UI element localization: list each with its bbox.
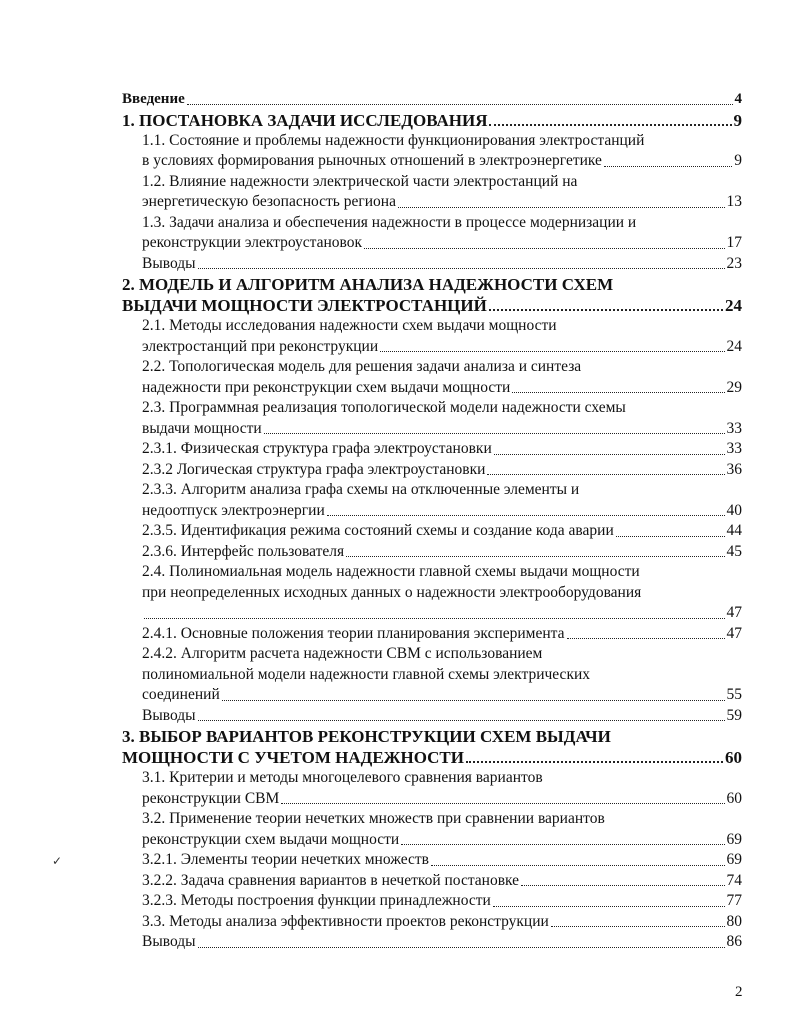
toc-entry-line: 3.1. Критерии и методы многоцелевого сравнения вариантов	[142, 769, 543, 786]
toc-entry-title: Выводы	[142, 254, 196, 272]
dot-leader	[494, 454, 725, 455]
toc-entry	[122, 542, 742, 563]
toc-entry-line: 1.1. Состояние и проблемы надежности функционирования электростанций	[142, 131, 645, 149]
toc-entry-title: 3.2.3. Методы построения функции принадлежности	[142, 892, 491, 909]
toc-page-number: 59	[726, 706, 742, 724]
toc-entry-title: надежности при реконструкции схем выдачи мощности	[142, 378, 511, 396]
toc-entry-title: Введение	[122, 91, 185, 107]
toc-entry	[122, 912, 742, 933]
dot-leader	[281, 803, 724, 804]
toc-page-number: 69	[726, 830, 742, 848]
toc-entry-line: 2.4.2. Алгоритм расчета надежности СВМ с использованием	[142, 645, 543, 662]
toc-page-number: 40	[726, 501, 742, 519]
toc-page-number: 47	[726, 624, 742, 642]
toc-page-number: 60	[725, 748, 742, 767]
toc-entry-line: полиномиальной модели надежности главной схемы электрических	[142, 665, 591, 683]
toc-entry	[122, 644, 742, 706]
toc-entry-title: 3.3. Методы анализа эффективности проектов реконструкции	[142, 912, 549, 930]
toc-entry-line: 3. ВЫБОР ВАРИАНТОВ РЕКОНСТРУКЦИИ СХЕМ ВЫДАЧИ	[122, 727, 611, 746]
dot-leader	[489, 124, 731, 126]
toc-entry-line: 2. МОДЕЛЬ И АЛГОРИТМ АНАЛИЗА НАДЕЖНОСТИ СХЕМ	[122, 275, 614, 294]
toc-entry	[122, 460, 742, 481]
table-of-contents	[122, 89, 742, 953]
toc-chapter	[122, 726, 742, 768]
dot-leader	[401, 844, 724, 845]
toc-entry-title: реконструкции схем выдачи мощности	[142, 830, 400, 848]
toc-entry-title: 2.4.1. Основные положения теории планирования эксперимента	[142, 624, 565, 642]
dot-leader	[346, 556, 724, 557]
toc-entry-line: 1.2. Влияние надежности электрической части электростанций на	[142, 172, 578, 190]
toc-entry	[122, 809, 742, 850]
dot-leader	[521, 885, 724, 886]
toc-entry-title: Выводы	[142, 933, 196, 950]
dot-leader	[487, 474, 724, 475]
toc-entry	[122, 213, 742, 254]
toc-entry-line: 3.2. Применение теории нечетких множеств при сравнении вариантов	[142, 810, 605, 827]
toc-entry-line: 2.1. Методы исследования надежности схем выдачи мощности	[142, 317, 557, 334]
toc-entry	[122, 521, 742, 542]
toc-page-number: 13	[726, 193, 742, 210]
toc-entry	[122, 932, 742, 953]
toc-entry	[122, 398, 742, 439]
toc-entry-title: 3.2.2. Задача сравнения вариантов в нечеткой постановке	[142, 871, 520, 889]
toc-entry-title: МОЩНОСТИ С УЧЕТОМ НАДЕЖНОСТИ	[122, 748, 464, 767]
toc-entry-title: ВЫДАЧИ МОЩНОСТИ ЭЛЕКТРОСТАНЦИЙ	[122, 296, 487, 315]
dot-leader	[398, 207, 725, 208]
toc-entry-title: 3.2.1. Элементы теории нечетких множеств	[142, 851, 429, 868]
dot-leader	[327, 515, 725, 516]
toc-page-number: 36	[726, 460, 742, 478]
toc-chapter	[122, 110, 742, 131]
dot-leader	[198, 268, 725, 269]
toc-entry-line: при неопределенных исходных данных о надежности электрооборудования	[142, 583, 642, 601]
toc-page-number: 33	[726, 419, 742, 437]
toc-entry-title: 2.3.2 Логическая структура графа электроустановки	[142, 460, 486, 478]
toc-page-number: 55	[726, 686, 742, 703]
toc-entry-line: 2.4. Полиномиальная модель надежности главной схемы выдачи мощности	[142, 563, 640, 580]
toc-page-number: 80	[726, 912, 742, 930]
toc-entry-title: в условиях формирования рыночных отношений в электроэнергетике	[142, 152, 602, 169]
toc-entry-title: 2.3.1. Физическая структура графа электроустановки	[142, 440, 492, 457]
dot-leader	[264, 433, 725, 434]
dot-leader	[551, 926, 725, 927]
dot-leader	[431, 865, 725, 866]
toc-entry	[122, 131, 742, 172]
page-number: 2	[735, 984, 743, 1000]
toc-entry-title: недоотпуск электроэнергии	[142, 501, 325, 519]
dot-leader	[489, 309, 723, 311]
toc-page-number: 86	[726, 933, 742, 950]
toc-page-number: 60	[726, 789, 742, 807]
dot-leader	[198, 720, 725, 721]
toc-entry-line: 2.3. Программная реализация топологической модели надежности схемы	[142, 399, 626, 416]
dot-leader	[380, 351, 724, 352]
toc-entry	[122, 316, 742, 357]
toc-entry-title: реконструкции электроустановок	[142, 234, 363, 251]
dot-leader	[144, 618, 725, 619]
toc-page-number: 44	[726, 522, 742, 539]
dot-leader	[493, 906, 725, 907]
toc-page-number: 29	[726, 378, 742, 396]
toc-page-number: 24	[726, 337, 742, 355]
toc-entry-title: электростанций при реконструкции	[142, 337, 379, 355]
toc-chapter	[122, 274, 742, 316]
toc-entry	[122, 254, 742, 275]
toc-entry	[122, 891, 742, 912]
toc-entry	[122, 562, 742, 624]
toc-page-number: 23	[726, 254, 742, 272]
toc-entry-title: Выводы	[142, 706, 196, 724]
toc-entry-title: выдачи мощности	[142, 419, 262, 437]
margin-mark: ✓	[52, 854, 63, 868]
toc-page-number: 77	[726, 892, 742, 909]
toc-page-number: 24	[725, 296, 742, 315]
toc-entry	[122, 172, 742, 213]
toc-entry-title: 1. ПОСТАНОВКА ЗАДАЧИ ИССЛЕДОВАНИЯ	[122, 110, 488, 130]
toc-entry	[122, 624, 742, 645]
dot-leader	[222, 700, 725, 701]
toc-entry-title: 2.3.5. Идентификация режима состояний схемы и создание кода аварии	[142, 522, 614, 539]
toc-entry-title: 2.3.6. Интерфейс пользователя	[142, 542, 345, 560]
toc-entry	[122, 706, 742, 727]
dot-leader	[616, 536, 725, 537]
toc-entry-line: 2.2. Топологическая модель для решения задачи анализа и синтеза	[142, 358, 582, 375]
toc-entry	[122, 850, 742, 871]
toc-entry	[122, 768, 742, 809]
toc-entry-line: 1.3. Задачи анализа и обеспечения надежности в процессе модернизации и	[142, 213, 637, 231]
toc-page-number: 33	[726, 440, 742, 457]
toc-entry	[122, 871, 742, 892]
toc-entry-line: 2.3.3. Алгоритм анализа графа схемы на отключенные элементы и	[142, 481, 580, 498]
dot-leader	[466, 761, 723, 763]
toc-entry-title: энергетическую безопасность региона	[142, 193, 396, 210]
toc-page-number: 74	[726, 871, 742, 889]
toc-entry	[122, 357, 742, 398]
toc-entry-title: реконструкции СВМ	[142, 789, 280, 807]
toc-page-number: 9	[733, 110, 742, 130]
dot-leader	[198, 947, 725, 948]
toc-entry-title: соединений	[142, 686, 220, 703]
toc-page-number: 45	[726, 542, 742, 560]
dot-leader	[187, 104, 733, 105]
toc-page-number: 69	[726, 851, 742, 868]
toc-page-number: 47	[726, 604, 742, 621]
toc-page-number: 9	[734, 152, 742, 169]
dot-leader	[567, 638, 725, 639]
dot-leader	[364, 248, 724, 249]
toc-page-number: 17	[726, 234, 742, 251]
dot-leader	[512, 392, 724, 393]
toc-entry	[122, 439, 742, 460]
dot-leader	[604, 166, 732, 167]
toc-page-number: 4	[734, 91, 742, 107]
toc-intro	[122, 89, 742, 110]
toc-entry	[122, 480, 742, 521]
